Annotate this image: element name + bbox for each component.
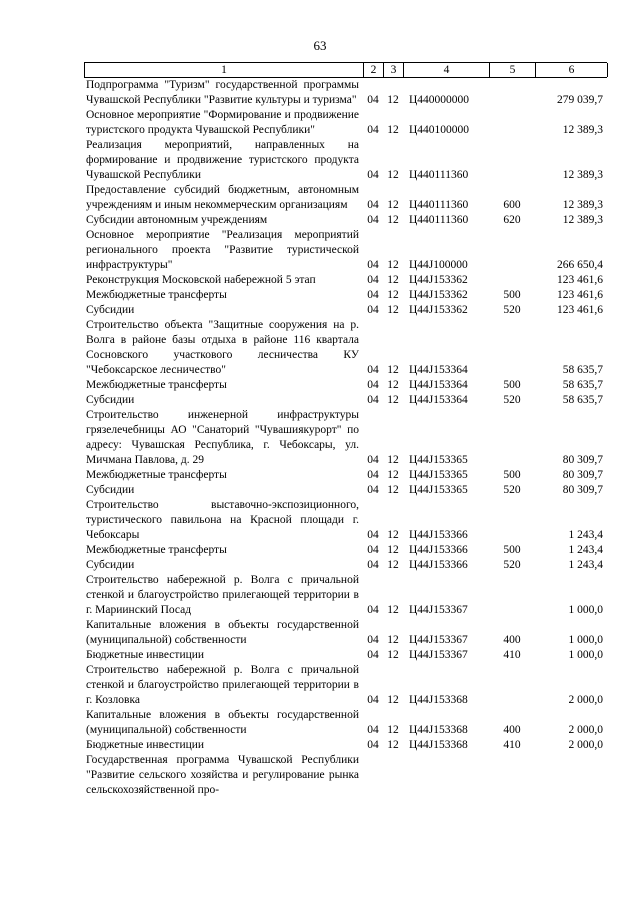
row-cell-c6: 1 000,0 <box>568 649 603 661</box>
row-name-cell: Предоставление субсидий бюджетным, автономным учреждениям и иным некоммерческим организациям <box>86 184 359 211</box>
row-name-cell: Строительство объекта "Защитные сооружения на р. Волга в районе базы отдыха в районе 116 квартала Сосновского участкового лесничества КУ "Чебоксарское лесничество" <box>86 319 359 376</box>
row-cell-c6: 80 309,7 <box>562 454 603 466</box>
row-cell-c3: 12 <box>387 214 399 226</box>
row-cell-c3: 12 <box>387 694 399 706</box>
table-row <box>84 663 607 708</box>
header-col-3: 3 <box>384 63 404 77</box>
row-name-cell: Основное мероприятие "Формирование и продвижение туристского продукта Чувашской Республики" <box>86 109 359 136</box>
table-row <box>84 108 607 138</box>
row-cell-c5: 410 <box>503 649 521 661</box>
row-cell-c4: Ц44J153367 <box>409 649 468 661</box>
row-cell-c3: 12 <box>387 199 399 211</box>
row-cell-c6: 1 243,4 <box>568 529 603 541</box>
row-cell-c5: 520 <box>503 559 521 571</box>
row-cell-c2: 04 <box>367 199 379 211</box>
row-cell-c4: Ц44J153367 <box>409 604 468 616</box>
row-cell-c5: 410 <box>503 739 521 751</box>
table-row <box>84 648 607 663</box>
row-cell-c2: 04 <box>367 304 379 316</box>
row-cell-c3: 12 <box>387 394 399 406</box>
row-cell-c2: 04 <box>367 214 379 226</box>
row-cell-c6: 123 461,6 <box>557 289 603 301</box>
row-cell-c3: 12 <box>387 529 399 541</box>
row-cell-c6: 12 389,3 <box>562 199 603 211</box>
row-cell-c4: Ц44J153365 <box>409 484 468 496</box>
row-name-cell: Строительство инженерной инфраструктуры грязелечебницы АО "Санаторий "Чувашиякурорт" по адресу: Чувашская Республика, г. Чебоксары, ул. Мичмана Павлова, д. 29 <box>86 409 359 466</box>
row-cell-c4: Ц44J153364 <box>409 379 468 391</box>
page-number: 63 <box>313 38 327 53</box>
row-cell-c4: Ц44J153368 <box>409 739 468 751</box>
row-cell-c4: Ц44J153365 <box>409 454 468 466</box>
row-cell-c6: 279 039,7 <box>557 94 603 106</box>
row-name-cell: Субсидии <box>86 394 135 406</box>
table-row <box>84 393 607 408</box>
row-cell-c6: 80 309,7 <box>562 484 603 496</box>
table-row <box>84 378 607 393</box>
row-cell-c6: 12 389,3 <box>562 214 603 226</box>
row-cell-c4: Ц44J153366 <box>409 529 468 541</box>
row-cell-c5: 400 <box>503 724 521 736</box>
row-cell-c4: Ц44J153364 <box>409 364 468 376</box>
row-cell-c4: Ц440100000 <box>409 124 470 136</box>
row-cell-c6: 2 000,0 <box>568 694 603 706</box>
row-cell-c3: 12 <box>387 364 399 376</box>
row-name-cell: Капитальные вложения в объекты государственной (муниципальной) собственности <box>86 709 359 736</box>
row-cell-c4: Ц44J153364 <box>409 394 468 406</box>
row-cell-c3: 12 <box>387 469 399 481</box>
row-name-cell: Бюджетные инвестиции <box>86 649 205 661</box>
row-cell-c3: 12 <box>387 649 399 661</box>
row-cell-c4: Ц44J153365 <box>409 469 468 481</box>
row-name-cell: Межбюджетные трансферты <box>86 544 227 556</box>
row-cell-c4: Ц44J153362 <box>409 289 468 301</box>
row-cell-c3: 12 <box>387 604 399 616</box>
header-col-5: 5 <box>490 63 536 77</box>
row-cell-c6: 12 389,3 <box>562 124 603 136</box>
table-row <box>84 288 607 303</box>
row-cell-c3: 12 <box>387 274 399 286</box>
row-cell-c2: 04 <box>367 289 379 301</box>
row-cell-c4: Ц440111360 <box>409 214 469 226</box>
row-cell-c5: 520 <box>503 394 521 406</box>
row-name-cell: Бюджетные инвестиции <box>86 739 205 751</box>
table-row <box>84 228 607 273</box>
row-cell-c2: 04 <box>367 484 379 496</box>
budget-table <box>84 62 607 798</box>
row-name-cell: Субсидии <box>86 559 135 571</box>
table-header <box>84 62 607 78</box>
row-cell-c3: 12 <box>387 724 399 736</box>
row-cell-c6: 2 000,0 <box>568 724 603 736</box>
row-cell-c3: 12 <box>387 169 399 181</box>
row-cell-c2: 04 <box>367 529 379 541</box>
row-cell-c4: Ц44J153368 <box>409 694 468 706</box>
row-cell-c6: 1 000,0 <box>568 634 603 646</box>
row-cell-c6: 123 461,6 <box>557 274 603 286</box>
row-cell-c2: 04 <box>367 259 379 271</box>
row-cell-c4: Ц440111360 <box>409 199 469 211</box>
row-cell-c3: 12 <box>387 559 399 571</box>
row-cell-c3: 12 <box>387 94 399 106</box>
row-cell-c4: Ц44J100000 <box>409 259 468 271</box>
row-cell-c2: 04 <box>367 469 379 481</box>
row-cell-c2: 04 <box>367 544 379 556</box>
row-cell-c5: 600 <box>503 199 521 211</box>
row-cell-c2: 04 <box>367 694 379 706</box>
header-col-2: 2 <box>364 63 384 77</box>
row-cell-c3: 12 <box>387 304 399 316</box>
row-cell-c4: Ц44J153366 <box>409 559 468 571</box>
row-cell-c2: 04 <box>367 94 379 106</box>
row-name-cell: Межбюджетные трансферты <box>86 289 227 301</box>
table-row <box>84 408 607 468</box>
row-name-cell: Подпрограмма "Туризм" государственной программы Чувашской Республики "Развитие культуры и туризма" <box>86 79 359 106</box>
row-name-cell: Строительство набережной р. Волга с причальной стенкой и благоустройство прилегающей территории в г. Мариинский Посад <box>86 574 359 616</box>
table-row <box>84 543 607 558</box>
row-cell-c4: Ц44J153366 <box>409 544 468 556</box>
row-cell-c3: 12 <box>387 634 399 646</box>
row-cell-c6: 80 309,7 <box>562 469 603 481</box>
row-cell-c5: 400 <box>503 634 521 646</box>
row-cell-c2: 04 <box>367 649 379 661</box>
row-cell-c5: 520 <box>503 304 521 316</box>
row-cell-c4: Ц440000000 <box>409 94 470 106</box>
row-cell-c2: 04 <box>367 274 379 286</box>
header-col-4: 4 <box>404 63 490 77</box>
row-name-cell: Строительство выставочно-экспозиционного, туристического павильона на Красной площади г. Чебоксары <box>86 499 359 541</box>
table-row <box>84 468 607 483</box>
row-cell-c2: 04 <box>367 379 379 391</box>
table-row <box>84 303 607 318</box>
row-cell-c4: Ц440111360 <box>409 169 469 181</box>
row-cell-c2: 04 <box>367 604 379 616</box>
table-row <box>84 138 607 183</box>
row-cell-c6: 58 635,7 <box>562 394 603 406</box>
row-cell-c2: 04 <box>367 364 379 376</box>
row-cell-c2: 04 <box>367 169 379 181</box>
table-row <box>84 78 607 108</box>
row-name-cell: Реализация мероприятий, направленных на формирование и продвижение туристского продукта Чувашской Республики <box>86 139 359 181</box>
table-row <box>84 573 607 618</box>
table-row <box>84 618 607 648</box>
row-cell-c6: 1 243,4 <box>568 544 603 556</box>
row-cell-c6: 58 635,7 <box>562 364 603 376</box>
table-body <box>84 78 607 798</box>
row-name-cell: Государственная программа Чувашской Республики "Развитие сельского хозяйства и регулирование рынка сельскохозяйственной про- <box>86 754 359 796</box>
header-col-6: 6 <box>536 63 608 77</box>
row-name-cell: Межбюджетные трансферты <box>86 379 227 391</box>
row-cell-c5: 500 <box>503 469 521 481</box>
row-cell-c3: 12 <box>387 739 399 751</box>
row-name-cell: Субсидии автономным учреждениям <box>86 214 268 226</box>
row-cell-c4: Ц44J153367 <box>409 634 468 646</box>
table-row <box>84 483 607 498</box>
row-cell-c2: 04 <box>367 454 379 466</box>
row-cell-c2: 04 <box>367 634 379 646</box>
row-cell-c3: 12 <box>387 289 399 301</box>
table-row <box>84 273 607 288</box>
row-cell-c3: 12 <box>387 454 399 466</box>
row-name-cell: Основное мероприятие "Реализация мероприятий регионального проекта "Развитие туристической инфраструктуры" <box>86 229 359 271</box>
row-cell-c2: 04 <box>367 724 379 736</box>
table-row <box>84 213 607 228</box>
row-cell-c3: 12 <box>387 124 399 136</box>
row-cell-c6: 123 461,6 <box>557 304 603 316</box>
header-col-1: 1 <box>85 63 364 77</box>
row-cell-c3: 12 <box>387 484 399 496</box>
row-name-cell: Субсидии <box>86 484 135 496</box>
row-name-cell: Строительство набережной р. Волга с причальной стенкой и благоустройство прилегающей территории в г. Козловка <box>86 664 359 706</box>
row-cell-c3: 12 <box>387 259 399 271</box>
row-cell-c5: 620 <box>503 214 521 226</box>
row-cell-c3: 12 <box>387 379 399 391</box>
table-row <box>84 318 607 378</box>
row-cell-c6: 1 000,0 <box>568 604 603 616</box>
table-row <box>84 558 607 573</box>
row-cell-c2: 04 <box>367 739 379 751</box>
table-row <box>84 738 607 753</box>
table-row <box>84 498 607 543</box>
row-cell-c6: 2 000,0 <box>568 739 603 751</box>
row-cell-c2: 04 <box>367 559 379 571</box>
row-cell-c6: 58 635,7 <box>562 379 603 391</box>
row-cell-c4: Ц44J153368 <box>409 724 468 736</box>
row-cell-c4: Ц44J153362 <box>409 274 468 286</box>
row-cell-c5: 500 <box>503 379 521 391</box>
row-cell-c2: 04 <box>367 124 379 136</box>
table-row <box>84 183 607 213</box>
table-row <box>84 753 607 798</box>
row-cell-c2: 04 <box>367 394 379 406</box>
row-name-cell: Межбюджетные трансферты <box>86 469 227 481</box>
table-row <box>84 708 607 738</box>
row-cell-c5: 500 <box>503 289 521 301</box>
row-cell-c5: 520 <box>503 484 521 496</box>
row-name-cell: Реконструкция Московской набережной 5 этап <box>86 274 316 286</box>
row-cell-c5: 500 <box>503 544 521 556</box>
row-cell-c6: 12 389,3 <box>562 169 603 181</box>
row-cell-c6: 266 650,4 <box>557 259 603 271</box>
row-cell-c3: 12 <box>387 544 399 556</box>
row-cell-c6: 1 243,4 <box>568 559 603 571</box>
row-name-cell: Субсидии <box>86 304 135 316</box>
row-cell-c4: Ц44J153362 <box>409 304 468 316</box>
row-name-cell: Капитальные вложения в объекты государственной (муниципальной) собственности <box>86 619 359 646</box>
